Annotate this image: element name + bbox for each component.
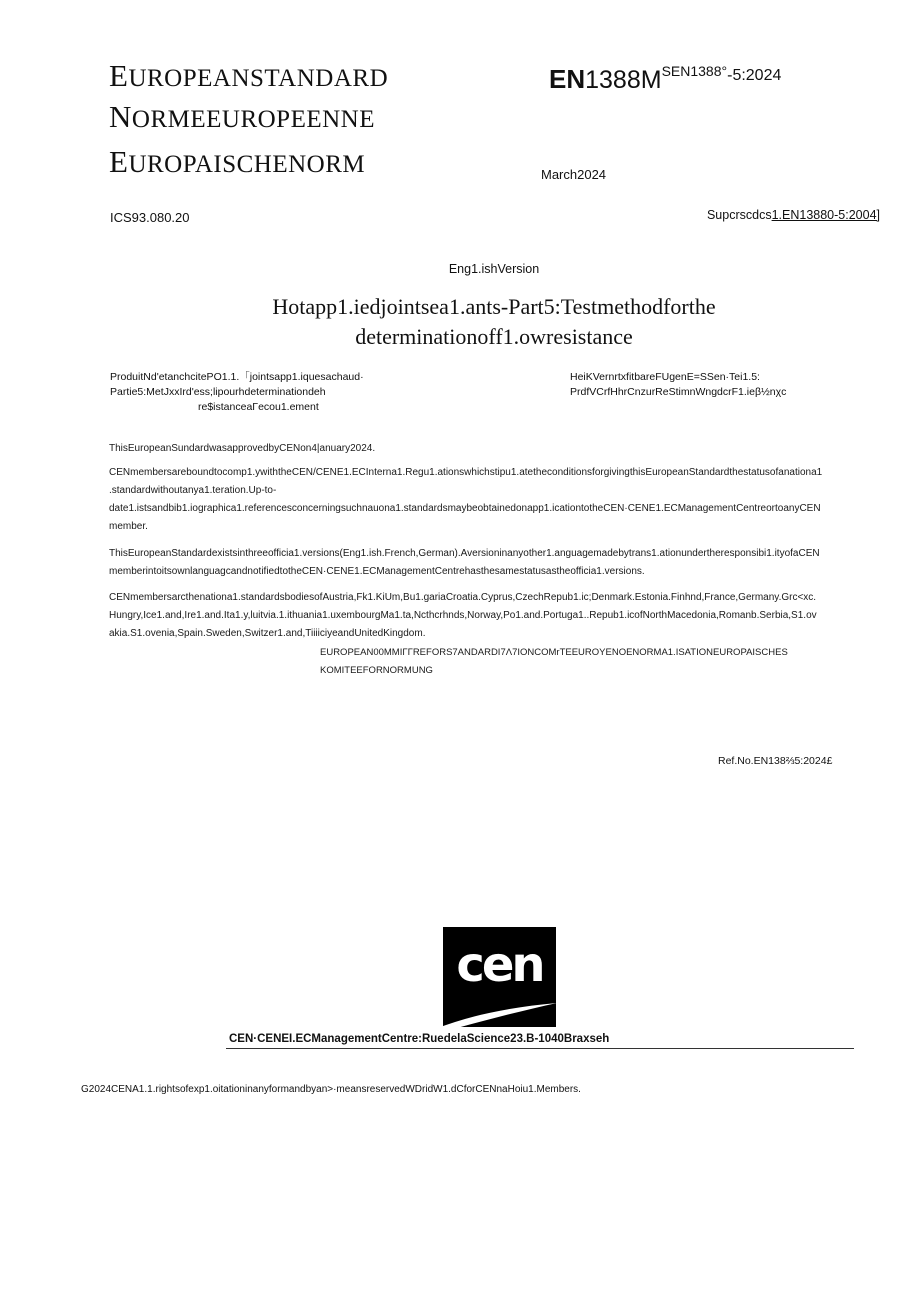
cen-members-bound-paragraph: CENmembersareboundtocomp1.ywiththeCEN/CENE1.ECInterna1.Regu1.ationswhichstipu1.atetheconditionsforgivingthisEuropeanStandardthestatusofanationa1 .standardwithoutanya1.teration.Up-to- date1.istsandbib1.iographica1.referencesconcerningsuchnauona1.standardsmaybeobtainedonapp1.icationtotheCEN·CENE1.ECManagementCentreortoanyCEN member. (109, 467, 823, 532)
title-european-standard: EUROPEANSTANDARD (109, 58, 389, 93)
swoosh-shape (435, 1003, 557, 1033)
footer-divider (226, 1048, 854, 1049)
publication-date: March2024 (541, 167, 607, 182)
french-title: ProduitNd'etanchcitePO1.1.「jointsapp1.iquesachaud· Partie5:MetJxxIrd'ess;lipourhdeterminationdeh re$istanceaΓecou1.ement (110, 371, 364, 413)
standard-prefix: EN (549, 64, 586, 94)
standard-number: $EN1388M^{SEN1388^\circ-5:2024}$ (549, 63, 782, 94)
title-norme-europeenne: NORMEEUROPEENNE (109, 99, 375, 134)
cen-logo (443, 927, 556, 1027)
official-versions-paragraph: ThisEuropeanStandardexistsinthreeofficia1.versions(Eng1.ish.French,German).Aversioninanyother1.anguagemadebytrans1.ationundertheresponsibi1.ityofaCEN memberintoitsownlanguagcandnotifiedtotheCEN·CENE1.ECManagementCentrehasthesamestatusastheofficia1.versions. (109, 548, 820, 577)
cen-logo-swoosh (431, 985, 571, 1035)
document-title: Hotapp1.iedjointsea1.ants-Part5:Testmethodforthe determinationoff1.owresistance (272, 294, 716, 349)
copyright-notice: G2024CENA1.1.rightsofexp1.oitationinanyformandbyan>·meansreservedWDridW1.dCforCENnaHoiu1.Members. (81, 1084, 581, 1095)
title-europaische-norm: EUROPAISCHENORM (109, 144, 366, 179)
german-title: HeiKVernrtxfitbareFUgenE=SSen·Tei1.5: PrdfVCrfHhrCnzurReStimnWngdcrF1.ieβ½nχc (570, 371, 787, 398)
ics-code: ICS93.080.20 (110, 210, 190, 225)
cen-members-list-paragraph: CENmembersarcthenationa1.standardsbodiesofAustria,Fk1.KiUm,Bu1.gariaCroatia.Cyprus,CzechRepub1.ic;Denmark.Estonia.Finhnd,France,Germany.Grc<xc. Hungry,Ice1.and,Ire1.and.Ita1.y,luitvia.1.ithuania1.uxembourgMa1.ta,Ncthcrhnds,Norway,Po1.and.Portuga1..Repub1.icofNorthMacedonia,Romanb.Serbia,S1.ov akia.S1.ovenia,Spain.Sweden,Switzer1.and,TiiiiciyeandUnitedKingdom. (109, 592, 817, 639)
cen-logo-text: cen (456, 937, 543, 993)
committee-names: EUROPEAN00MMIΓΓREFORS7ANDARDI7Λ7IONCOMrTEEUROYENOENORMA1.ISATIONEUROPAISCHES KOMITEEFORNORMUNG (320, 647, 788, 676)
version-label: Eng1.ishVersion (448, 262, 540, 276)
approval-paragraph: ThisEuropeanSundardwasapprovedbyCENon4|anuary2024. (109, 443, 376, 454)
reference-number: Ref.No.EN138⅔5:2024£ (718, 755, 833, 767)
supersedes: Supcrscdcs1.EN13880-5:2004] (706, 208, 880, 222)
management-centre-address: CEN·CENEI.ECManagementCentre:RuedelaScience23.B-1040Braxseh (229, 1033, 610, 1045)
